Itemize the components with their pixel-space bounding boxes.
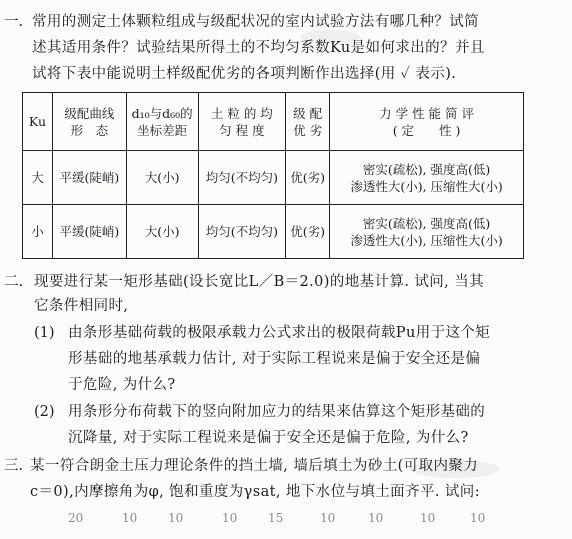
bleed-score: 15 (268, 511, 284, 525)
q1-line-1: 常用的测定土体颗粒组成与级配状况的室内试验方法有哪几种？试简 (32, 14, 479, 30)
q2-sub1-line-2: 形基础的地基承载力估计, 对于实际工程说来是偏于安全还是偏 (68, 351, 481, 367)
q2-line-2: 它条件相同时, (34, 298, 129, 314)
q2-sub1-line-1: 由条形基础荷载的极限承载力公式求出的极限荷载Pu用于这个矩 (68, 325, 491, 341)
q2-sub2-line-1: 用条形分布荷载下的竖向附加应力的结果来估算这个矩形基础的 (68, 404, 486, 420)
header-curve: 级配曲线 形 态 (52, 93, 126, 151)
header-grade: 级 配 优 劣 (286, 93, 330, 151)
q3-line-2: c＝0),内摩擦角为φ, 饱和重度为γsat, 地下水位与填土面齐平. 试问: (30, 484, 480, 500)
cell-grade: 优(劣) (286, 205, 330, 259)
cell-ku: 大 (23, 151, 53, 205)
bleed-score: 10 (470, 511, 486, 525)
bleed-score: 10 (222, 511, 238, 525)
cell-uniform: 均匀(不均匀) (198, 205, 286, 259)
q2-sub1-number: (1) (34, 325, 55, 341)
cell-gap: 大(小) (126, 205, 198, 259)
cell-curve: 平缓(陡峭) (52, 151, 126, 205)
bleed-score: 20 (68, 511, 84, 525)
q2-sub2-line-2: 沉降量, 对于实际工程说来是偏于安全还是偏于危险, 为什么? (68, 430, 469, 446)
bleed-score: 10 (122, 511, 138, 525)
cell-uniform: 均匀(不均匀) (198, 151, 286, 205)
cell-mech: 密实(疏松), 强度高(低) 渗透性大(小), 压缩性大(小) (330, 205, 524, 259)
cell-mech: 密实(疏松), 强度高(低) 渗透性大(小), 压缩性大(小) (330, 151, 524, 205)
grading-table (22, 92, 524, 259)
bleed-through-scores (0, 505, 572, 539)
scan-smudge (410, 460, 500, 478)
bleed-score: 10 (320, 511, 336, 525)
q2-line-1: 现要进行某一矩形基础(设长宽比L／B＝2.0)的地基计算. 试问, 当其 (34, 274, 484, 290)
q1-line-2: 述其适用条件？试验结果所得土的不均匀系数Ku是如何求出的？并且 (32, 40, 485, 56)
scan-smudge (300, 30, 360, 44)
q2-number: 二. (4, 274, 24, 290)
table-row (23, 151, 524, 205)
cell-grade: 优(劣) (286, 151, 330, 205)
bleed-score: 10 (420, 511, 436, 525)
bleed-score: 10 (368, 511, 384, 525)
header-gap: d₁₀与d₆₀的 坐标差距 (126, 93, 198, 151)
header-ku: Ku (23, 93, 53, 151)
q3-line-1: 某一符合朗金土压力理论条件的挡土墙, 墙后填土为砂土(可取内聚力 (30, 458, 479, 474)
header-mech: 力 学 性 能 简 评 ( 定 性 ) (330, 93, 524, 151)
q1-line-3: 试将下表中能说明土样级配优劣的各项判断作出选择(用 ✓ 表示). (32, 66, 457, 82)
bleed-score: 10 (168, 511, 184, 525)
q1-number: 一. (4, 14, 24, 30)
q2-sub1-line-3: 于危险, 为什么? (68, 377, 176, 393)
cell-curve: 平缓(陡峭) (52, 205, 126, 259)
table-header-row (23, 93, 524, 151)
table-row (23, 205, 524, 259)
q2-sub2-number: (2) (34, 404, 55, 420)
cell-gap: 大(小) (126, 151, 198, 205)
cell-ku: 小 (23, 205, 53, 259)
header-uniform: 土 粒 的 均 匀 程 度 (198, 93, 286, 151)
q3-number: 三. (4, 458, 24, 474)
